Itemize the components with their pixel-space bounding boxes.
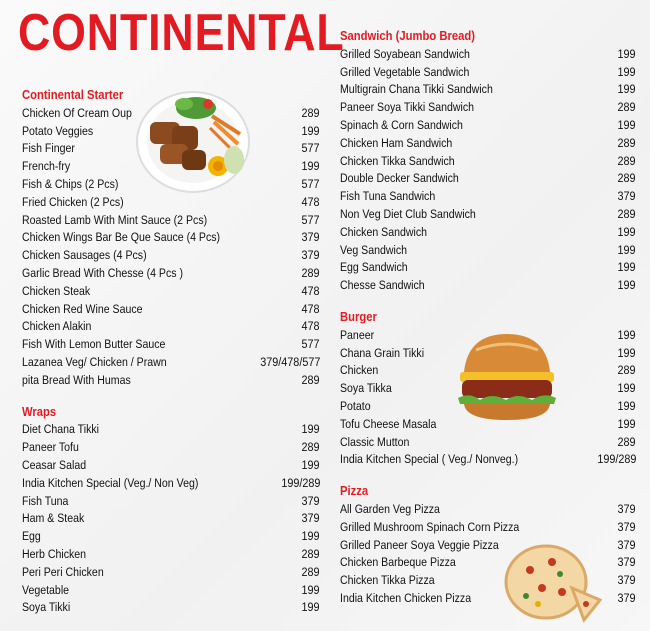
menu-item-name: Chicken Sandwich xyxy=(340,224,428,239)
menu-item xyxy=(340,398,636,416)
menu-item-name: Soya Tikka xyxy=(340,381,392,396)
menu-item-price: 199 xyxy=(301,582,320,597)
menu-item xyxy=(340,345,636,363)
menu-item xyxy=(340,327,636,345)
menu-item-name: Fish Tuna xyxy=(22,493,69,508)
section-gap xyxy=(340,295,636,309)
menu-item-name: Egg Sandwich xyxy=(340,260,408,275)
menu-item-price: 379 xyxy=(301,248,320,263)
menu-item-name: Garlic Bread With Chesse (4 Pcs ) xyxy=(22,265,184,280)
menu-item-price: 199 xyxy=(617,82,636,97)
menu-item-price: 289 xyxy=(617,100,636,115)
menu-item-name: Chicken Red Wine Sauce xyxy=(22,301,143,316)
menu-item xyxy=(22,212,320,230)
menu-item-name: pita Bread With Humas xyxy=(22,372,131,387)
menu-item-name: Chicken xyxy=(340,363,379,378)
section-heading: Wraps xyxy=(22,404,57,419)
menu-item-name: Chicken Sausages (4 Pcs) xyxy=(22,248,147,263)
menu-item-name: Chana Grain Tikki xyxy=(340,345,425,360)
menu-item xyxy=(340,259,636,277)
menu-item-name: Lazanea Veg/ Chicken / Prawn xyxy=(22,354,167,369)
menu-item-name: Chicken Tikka Sandwich xyxy=(340,153,455,168)
menu-item xyxy=(22,105,320,123)
menu-item-price: 379 xyxy=(617,189,636,204)
menu-item xyxy=(340,242,636,260)
section-heading: Sandwich (Jumbo Bread) xyxy=(340,29,476,43)
menu-item xyxy=(340,206,636,224)
menu-item-price: 289 xyxy=(617,135,636,150)
menu-item xyxy=(22,301,320,319)
menu-item-name: All Garden Veg Pizza xyxy=(340,501,440,516)
menu-item-name: Non Veg Diet Club Sandwich xyxy=(340,206,476,221)
menu-item-price: 478 xyxy=(301,194,320,209)
menu-item-name: Chicken Alakin xyxy=(22,319,92,334)
menu-item-price: 199/289 xyxy=(280,475,320,490)
menu-item-price: 577 xyxy=(301,212,320,227)
menu-item xyxy=(22,564,320,582)
menu-item-name: French-fry xyxy=(22,159,71,174)
menu-item-price: 379 xyxy=(617,573,636,588)
menu-item-price: 199 xyxy=(617,345,636,360)
menu-item-price: 199/289 xyxy=(596,452,636,467)
menu-item-price: 577 xyxy=(301,141,320,156)
menu-item-price: 577 xyxy=(301,176,320,191)
menu-item xyxy=(340,117,636,135)
menu-item xyxy=(340,135,636,153)
menu-item-price: 289 xyxy=(617,153,636,168)
menu-item xyxy=(22,599,320,617)
menu-item xyxy=(22,158,320,176)
menu-item-name: Ceasar Salad xyxy=(22,457,87,472)
menu-item xyxy=(340,572,636,590)
menu-item-name: Paneer xyxy=(340,327,375,342)
menu-item xyxy=(22,582,320,600)
menu-item-name: India Kitchen Special ( Veg./ Nonveg.) xyxy=(340,452,519,467)
menu-item xyxy=(22,123,320,141)
menu-item-name: Paneer Soya Tikki Sandwich xyxy=(340,100,475,115)
menu-item-name: Grilled Paneer Soya Veggie Pizza xyxy=(340,537,499,552)
menu-item-name: Classic Mutton xyxy=(340,434,410,449)
menu-item xyxy=(340,277,636,295)
menu-item-name: Chicken Wings Bar Be Que Sauce (4 Pcs) xyxy=(22,230,221,245)
menu-item xyxy=(22,265,320,283)
menu-item-name: Egg xyxy=(22,529,41,544)
menu-item xyxy=(340,434,636,452)
menu-item-name: Vegetable xyxy=(22,582,70,597)
menu-item-price: 379 xyxy=(617,519,636,534)
menu-item-name: Fish With Lemon Butter Sauce xyxy=(22,337,166,352)
menu-item xyxy=(340,537,636,555)
menu-item xyxy=(340,64,636,82)
menu-item-name: Potato xyxy=(340,398,371,413)
menu-item-price: 199 xyxy=(617,416,636,431)
menu-item-price: 199 xyxy=(617,398,636,413)
menu-item-name: India Kitchen Chicken Pizza xyxy=(340,590,472,605)
menu-item xyxy=(340,554,636,572)
menu-item-price: 478 xyxy=(301,283,320,298)
menu-item-price: 379 xyxy=(617,555,636,570)
menu-item-price: 199 xyxy=(617,224,636,239)
menu-item xyxy=(22,439,320,457)
menu-item xyxy=(22,457,320,475)
menu-item-price: 199 xyxy=(617,117,636,132)
menu-item xyxy=(22,354,320,372)
menu-item xyxy=(340,188,636,206)
menu-item xyxy=(340,224,636,242)
menu-item-price: 289 xyxy=(617,434,636,449)
menu-item-price: 199 xyxy=(617,260,636,275)
menu-item-price: 478 xyxy=(301,301,320,316)
menu-item-name: Fried Chicken (2 Pcs) xyxy=(22,194,124,209)
menu-item-name: Paneer Tofu xyxy=(22,440,79,455)
menu-item-name: Fish Tuna Sandwich xyxy=(340,189,436,204)
menu-item xyxy=(22,493,320,511)
menu-item-price: 199 xyxy=(617,64,636,79)
menu-item-name: Diet Chana Tikki xyxy=(22,422,99,437)
menu-item-name: Grilled Vegetable Sandwich xyxy=(340,64,470,79)
menu-item xyxy=(22,336,320,354)
menu-item-price: 199 xyxy=(617,46,636,61)
menu-item-name: Spinach & Corn Sandwich xyxy=(340,117,463,132)
menu-item-name: Fish Finger xyxy=(22,141,75,156)
section-gap xyxy=(22,390,320,404)
section-gap xyxy=(340,469,636,483)
menu-item-price: 289 xyxy=(617,363,636,378)
menu-item-price: 289 xyxy=(617,171,636,186)
menu-item xyxy=(22,176,320,194)
menu-item-price: 289 xyxy=(301,372,320,387)
menu-item-price: 289 xyxy=(301,265,320,280)
menu-item-price: 379 xyxy=(617,590,636,605)
menu-item-name: Grilled Mushroom Spinach Corn Pizza xyxy=(340,519,520,534)
menu-item-name: Fish & Chips (2 Pcs) xyxy=(22,176,119,191)
menu-item-name: Grilled Soyabean Sandwich xyxy=(340,46,470,61)
menu-item-name: India Kitchen Special (Veg./ Non Veg) xyxy=(22,475,199,490)
menu-item-price: 199 xyxy=(301,159,320,174)
left-column xyxy=(22,87,320,617)
section-heading: Pizza xyxy=(340,484,369,499)
menu-item-name: Soya Tikki xyxy=(22,600,71,615)
menu-item-price: 379 xyxy=(301,230,320,245)
menu-item-price: 289 xyxy=(301,546,320,561)
menu-item xyxy=(340,170,636,188)
menu-item xyxy=(340,501,636,519)
right-column xyxy=(340,28,636,608)
menu-item xyxy=(22,510,320,528)
menu-item-name: Chicken Barbeque Pizza xyxy=(340,555,456,570)
menu-item-name: Multigrain Chana Tikki Sandwich xyxy=(340,82,493,97)
section-heading: Continental Starter xyxy=(22,88,124,102)
menu-item-price: 478 xyxy=(301,319,320,334)
menu-item-price: 199 xyxy=(301,600,320,615)
menu-item xyxy=(22,194,320,212)
menu-item-name: Roasted Lamb With Mint Sauce (2 Pcs) xyxy=(22,212,208,227)
menu-item-price: 379/478/577 xyxy=(259,354,320,369)
menu-item-price: 379 xyxy=(301,511,320,526)
menu-item xyxy=(22,546,320,564)
menu-item-price: 199 xyxy=(617,327,636,342)
menu-item xyxy=(22,528,320,546)
menu-item xyxy=(340,46,636,64)
menu-item xyxy=(22,372,320,390)
menu-item-name: Chicken Tikka Pizza xyxy=(340,573,435,588)
page-title: CONTINENTAL xyxy=(18,4,345,62)
menu-item xyxy=(340,590,636,608)
menu-item xyxy=(340,99,636,117)
menu-item-price: 199 xyxy=(617,278,636,293)
menu-item-price: 199 xyxy=(301,529,320,544)
menu-item xyxy=(22,421,320,439)
menu-item xyxy=(340,362,636,380)
menu-item-name: Herb Chicken xyxy=(22,546,87,561)
menu-item xyxy=(340,81,636,99)
menu-item xyxy=(22,283,320,301)
menu-item-price: 289 xyxy=(617,206,636,221)
menu-item-price: 199 xyxy=(301,422,320,437)
menu-item-name: Potato Veggies xyxy=(22,123,94,138)
menu-item-name: Chesse Sandwich xyxy=(340,278,425,293)
menu-item xyxy=(340,380,636,398)
menu-item xyxy=(22,318,320,336)
menu-item-price: 199 xyxy=(617,381,636,396)
menu-item xyxy=(340,519,636,537)
menu-item-price: 289 xyxy=(301,564,320,579)
menu-item-name: Veg Sandwich xyxy=(340,242,408,257)
menu-item-price: 379 xyxy=(617,501,636,516)
menu-item-price: 289 xyxy=(301,440,320,455)
menu-item xyxy=(22,247,320,265)
menu-item xyxy=(340,451,636,469)
menu-item-name: Double Decker Sandwich xyxy=(340,171,459,186)
menu-item-name: Ham & Steak xyxy=(22,511,85,526)
menu-item-name: Chicken Of Cream Oup xyxy=(22,105,132,120)
menu-item-price: 577 xyxy=(301,337,320,352)
menu-item-name: Peri Peri Chicken xyxy=(22,564,104,579)
menu-item-name: Chicken Steak xyxy=(22,283,91,298)
menu-item-name: Chicken Ham Sandwich xyxy=(340,135,453,150)
menu-item xyxy=(340,416,636,434)
menu-item-price: 289 xyxy=(301,105,320,120)
menu-item-price: 199 xyxy=(301,457,320,472)
menu-item-price: 199 xyxy=(301,123,320,138)
menu-item xyxy=(22,140,320,158)
menu-item-price: 199 xyxy=(617,242,636,257)
menu-item-name: Tofu Cheese Masala xyxy=(340,416,437,431)
menu-item-price: 379 xyxy=(301,493,320,508)
menu-item-price: 379 xyxy=(617,537,636,552)
menu-item xyxy=(340,153,636,171)
menu-item xyxy=(22,475,320,493)
section-heading: Burger xyxy=(340,309,377,324)
menu-item xyxy=(22,229,320,247)
